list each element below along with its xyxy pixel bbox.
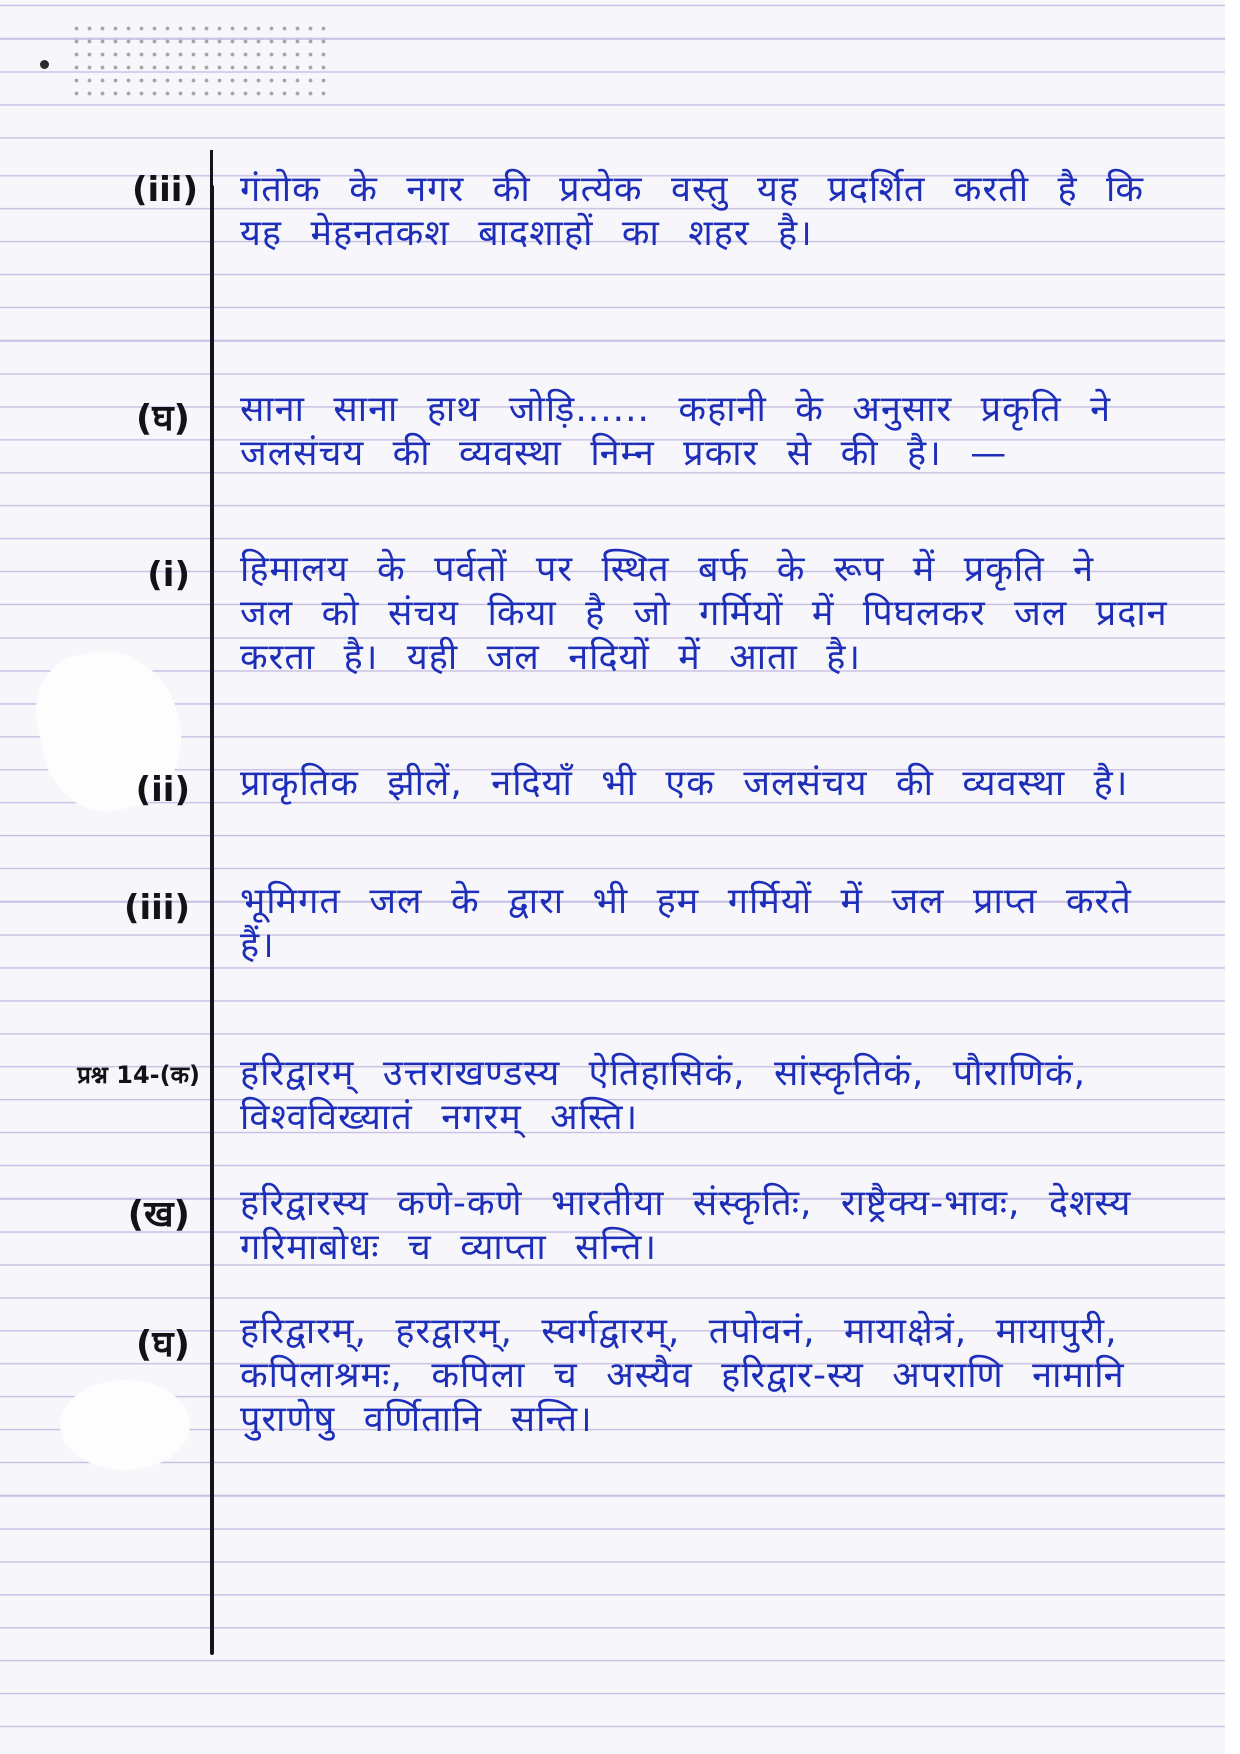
scan-border [1225,0,1240,1754]
answer-label: (घ) [135,398,190,439]
answer-label: (ii) [135,770,190,810]
answer-text: भूमिगत जल के द्वारा भी हम गर्मियों में जल प्राप्त करते हैं। [240,881,1132,966]
answer-label: (iii) [131,170,198,210]
answer-text: प्राकृतिक झीलें, नदियाँ भी एक जलसंचय की व्यवस्था है। [240,763,1129,804]
answer-text: गंतोक के नगर की प्रत्येक वस्तु यह प्रदर्शित करती है कि यह मेहनतकश बादशाहों का शहर है। [240,169,1145,254]
perforation-holes [70,22,330,102]
answer-label: (घ) [135,1324,190,1365]
answer-label: (i) [147,555,190,595]
answer-text: हरिद्वारम् उत्तराखण्डस्य ऐतिहासिकं, सांस्कृतिकं, पौराणिकं, विश्वविख्यातं नगरम् अस्ति। [240,1053,1087,1138]
answer-text: हिमालय के पर्वतों पर स्थित बर्फ के रूप में प्रकृति ने जल को संचय किया है जो गर्मियों में पिघलकर जल प्रदान करता है। यही जल नदियों में आता है। [240,549,1168,678]
answer-text: हरिद्वारम्, हरद्वारम्, स्वर्गद्वारम्, तपोवनं, मायाक्षेत्रं, मायापुरी, कपिलाश्रमः, कपिला च अस्यैव हरिद्वार-स्य अपराणि नामानि पुराणेषु वर्णितानि सन्ति। [240,1311,1125,1440]
paper-wear-mark [60,1380,190,1470]
answer-label: (iii) [123,888,190,928]
answer-label: (ख) [127,1194,190,1235]
answer-text: हरिद्वारस्य कणे-कणे भारतीया संस्कृतिः, राष्ट्रैक्य-भावः, देशस्य गरिमाबोधः च व्याप्ता सन्ति। [240,1183,1132,1268]
answer-text: साना साना हाथ जोड़ि...... कहानी के अनुसार प्रकृति ने जलसंचय की व्यवस्था निम्न प्रकार से की है। — [240,389,1112,474]
margin-rule [210,185,214,1655]
question-number-label: प्रश्न 14-(क) [77,1061,200,1089]
punch-hole [40,60,49,69]
margin-rule [210,150,213,190]
